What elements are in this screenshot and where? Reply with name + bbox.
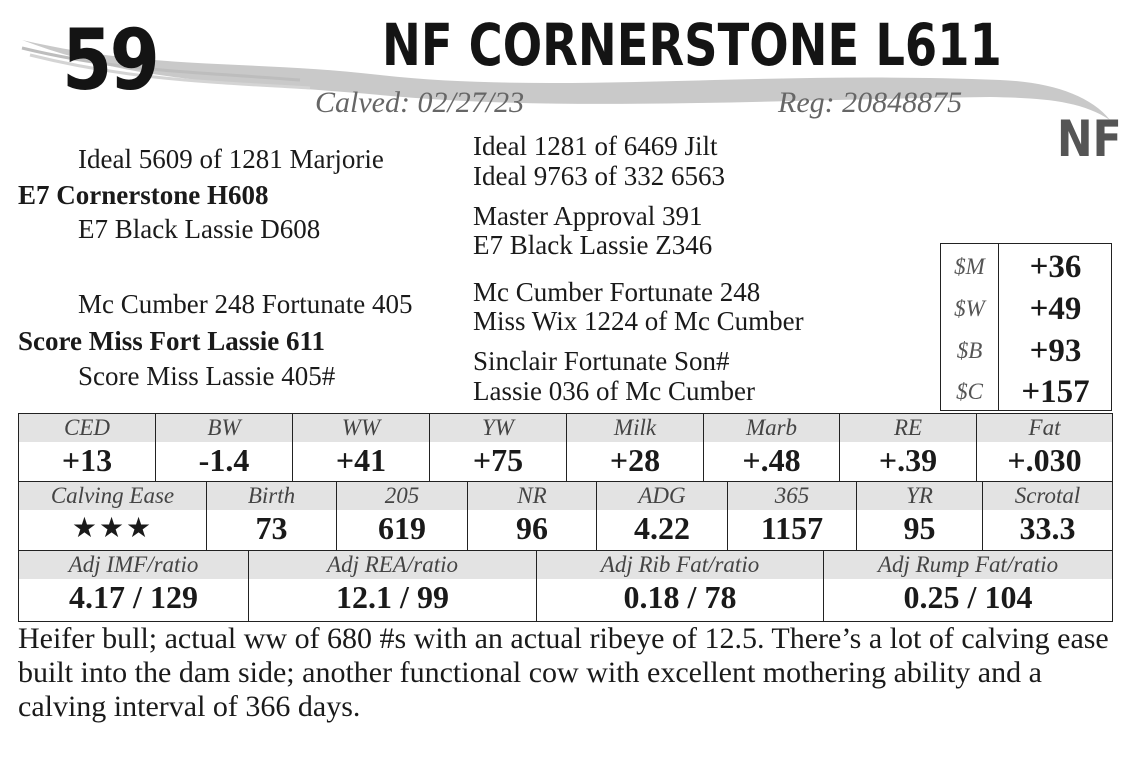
performance-value: 95 [903,510,936,546]
index-row [941,330,1111,372]
pedigree-ss-dam: Ideal 9763 of 332 6563 [473,161,725,191]
carcass-value: 0.25 / 104 [903,579,1033,615]
carcass-cell [824,551,1112,621]
performance-value: 4.22 [634,510,690,546]
pedigree-sd-sire: Master Approval 391 [473,201,703,231]
performance-cell [207,482,337,550]
index-label: $B [956,338,983,363]
epd-cell [19,414,156,481]
epd-value: +.39 [878,442,938,478]
epd-label: Marb [704,414,839,442]
performance-label: 365 [728,482,856,510]
epd-value: +.48 [742,442,801,478]
performance-cell [468,482,597,550]
pedigree-dam-sire: Mc Cumber 248 Fortunate 405 [78,289,413,319]
performance-cell [728,482,857,550]
carcass-value: 0.18 / 78 [623,579,737,615]
performance-label: ADG [597,482,727,510]
epd-value: +.030 [1007,442,1082,478]
nf-logo: NF [1057,110,1122,168]
performance-value: 33.3 [1019,510,1076,546]
performance-table [18,481,1113,551]
performance-label: Calving Ease [19,482,206,510]
carcass-label: Adj Rib Fat/ratio [537,551,823,579]
carcass-label: Adj Rump Fat/ratio [824,551,1112,579]
pedigree-sire-dam: E7 Black Lassie D608 [78,214,321,244]
performance-label: Birth [207,482,336,510]
index-value: +93 [1029,333,1082,369]
pedigree-sire-sire: Ideal 5609 of 1281 Marjorie [78,144,384,174]
epd-label: YW [430,414,566,442]
performance-label: Scrotal [983,482,1112,510]
pedigree-ds-sire: Mc Cumber Fortunate 248 [473,277,761,307]
carcass-table [18,550,1113,622]
pedigree-dd-sire: Sinclair Fortunate Son# [473,346,730,376]
pedigree-sd-dam: E7 Black Lassie Z346 [473,230,713,260]
epd-label: Fat [977,414,1112,442]
performance-label: YR [857,482,982,510]
performance-label: NR [468,482,596,510]
index-row [941,288,1111,330]
epd-cell [567,414,704,481]
index-value: +36 [1029,249,1082,285]
dollar-index-table [940,243,1112,411]
epd-label: RE [840,414,976,442]
epd-cell [840,414,977,481]
performance-cell [983,482,1112,550]
index-label: $M [954,254,985,279]
performance-value: 73 [255,510,288,546]
performance-label: 205 [337,482,467,510]
performance-cell [19,482,207,550]
performance-value: 1157 [760,510,824,546]
epd-value: +75 [472,442,524,478]
pedigree-dam-dam: Score Miss Lassie 405# [78,361,336,391]
performance-cell [597,482,728,550]
carcass-label: Adj IMF/ratio [19,551,248,579]
epd-value: +41 [335,442,387,478]
calved-date: Calved: 02/27/23 [315,86,525,119]
epd-label: BW [156,414,292,442]
epd-cell [293,414,430,481]
lot-number: 59 [62,11,158,109]
registration-number: Reg: 20848875 [778,86,963,119]
carcass-value: 12.1 / 99 [336,579,449,615]
epd-label: WW [293,414,429,442]
epd-cell [156,414,293,481]
epd-value: +28 [609,442,661,478]
epd-label: Milk [567,414,703,442]
pedigree-ds-dam: Miss Wix 1224 of Mc Cumber [473,306,804,336]
performance-value: 96 [516,510,548,546]
epd-cell [704,414,840,481]
calving-ease-stars: ★★★ [71,511,154,544]
carcass-cell [537,551,824,621]
performance-value: 619 [378,510,426,546]
epd-table [18,413,1113,482]
index-value: +157 [1021,374,1090,410]
index-value: +49 [1029,291,1082,327]
index-label: $W [954,296,985,321]
performance-cell [337,482,468,550]
epd-cell [430,414,567,481]
index-label: $C [956,379,983,404]
epd-value: +13 [61,442,113,478]
pedigree-sire: E7 Cornerstone H608 [18,180,269,210]
epd-label: CED [19,414,155,442]
index-row [941,246,1111,288]
pedigree-dd-dam: Lassie 036 of Mc Cumber [473,376,755,406]
carcass-cell [19,551,249,621]
pedigree-dam: Score Miss Fort Lassie 611 [18,326,325,356]
epd-cell [977,414,1112,481]
carcass-value: 4.17 / 129 [69,579,198,615]
performance-cell [857,482,983,550]
bull-description: Heifer bull; actual ww of 680 #s with an actual ribeye of 12.5. There’s a lot of calving ease built into the dam side; another functional cow with excellent mothering ability and a calving interval of 366 days. [18,622,1109,723]
carcass-cell [249,551,537,621]
pedigree-ss-sire: Ideal 1281 of 6469 Jilt [473,131,718,161]
animal-name: NF CORNERSTONE L611 [382,11,1002,79]
carcass-label: Adj REA/ratio [249,551,536,579]
epd-value: -1.4 [198,442,250,478]
index-row [941,371,1111,413]
